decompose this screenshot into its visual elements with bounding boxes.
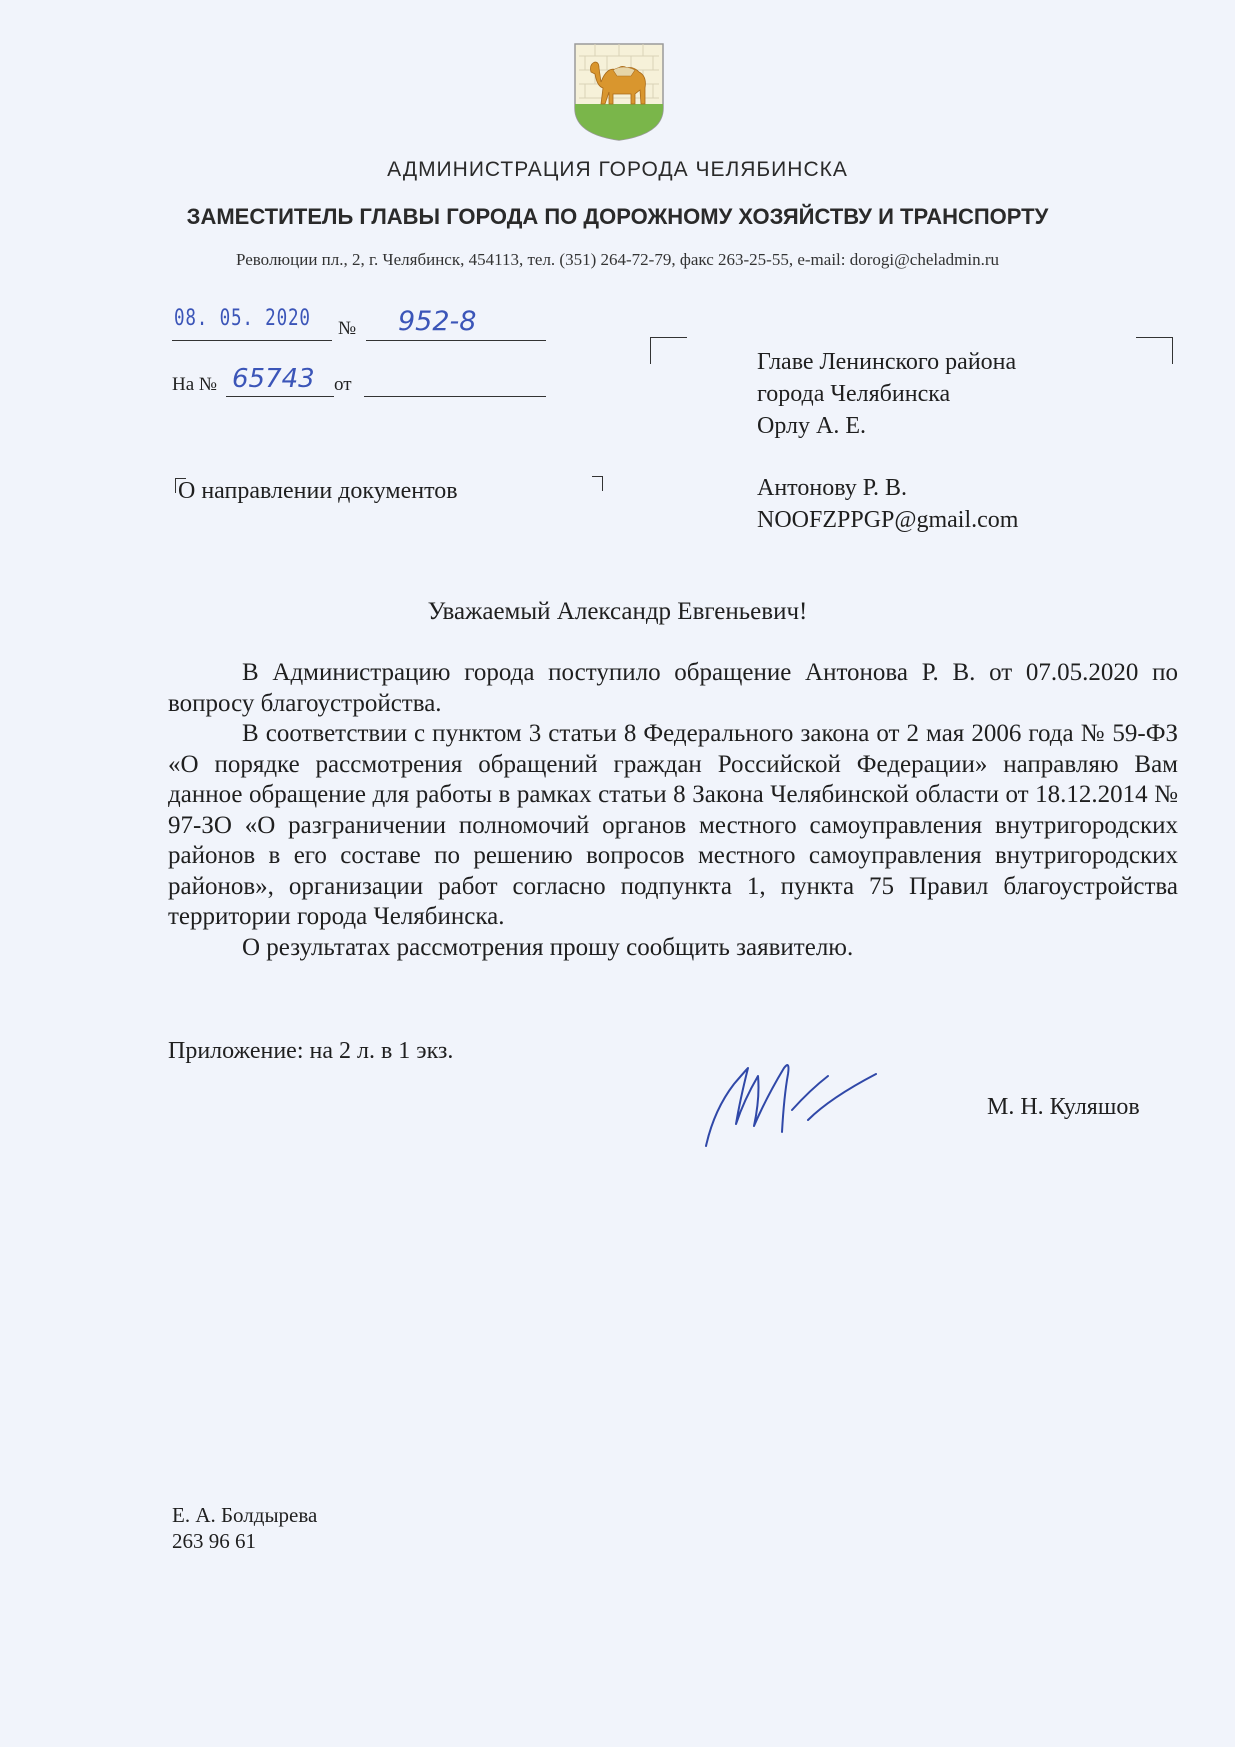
body-paragraph: О результатах рассмотрения прошу сообщить заявителю. xyxy=(242,933,854,961)
greeting: Уважаемый Александр Евгеньевич! xyxy=(427,598,808,625)
letter-body xyxy=(168,658,1178,963)
reference-number: 65743 xyxy=(232,364,315,394)
addressee-corner-right xyxy=(1136,337,1173,364)
addressee-email: NOOFZPPGP@gmail.com xyxy=(757,507,1019,533)
subject-corner-right xyxy=(592,476,603,491)
signer-name: М. Н. Куляшов xyxy=(987,1094,1140,1120)
executor-name: Е. А. Болдырева xyxy=(172,1503,318,1527)
addressee-line: Орлу А. Е. xyxy=(757,413,866,439)
addressee-line: Антонову Р. В. xyxy=(757,475,908,501)
subject-line: О направлении документов xyxy=(178,478,458,504)
organization-name: АДМИНИСТРАЦИЯ ГОРОДА ЧЕЛЯБИНСКА xyxy=(387,158,848,181)
contact-address: Революции пл., 2, г. Челябинск, 454113, тел. (351) 264-72-79, факс 263-25-55, e-mail: dorogi@cheladmin.ru xyxy=(235,250,999,269)
reference-from-label: от xyxy=(334,374,352,395)
date-stamp: 08. 05. 2020 xyxy=(174,306,311,331)
addressee-block xyxy=(757,346,1016,442)
outgoing-number: 952-8 xyxy=(398,306,477,337)
number-label: № xyxy=(338,318,357,339)
body-paragraph: В Администрацию города поступило обращение Антонова Р. В. от 07.05.2020 по вопросу благоустройства. xyxy=(168,659,1178,717)
reference-date-line xyxy=(364,366,546,397)
addressee-corner-left xyxy=(650,337,687,364)
addressee-line: города Челябинска xyxy=(757,381,951,407)
executor-block xyxy=(172,1502,317,1554)
addressee-block-second xyxy=(757,472,1018,536)
executor-phone: 263 96 61 xyxy=(172,1529,256,1553)
chelyabinsk-coat-of-arms-icon xyxy=(573,42,665,142)
body-paragraph: В соответствии с пунктом 3 статьи 8 Федерального закона от 2 мая 2006 года № 59-ФЗ «О порядке рассмотрения обращений граждан Российской Федерации» направляю Вам данное обращение для работы в рамках статьи 8 Закона Челябинской области от 18.12.2014 № 97-ЗО «О разграничении полномочий органов местного самоуправления внутригородских районов в его составе по решению вопросов местного самоуправления внутригородских районов», организации работ согласно подпункта 1, пункта 75 Правил благоустройства территории города Челябинска. xyxy=(168,720,1178,930)
signature-icon xyxy=(700,1040,880,1152)
department-title: ЗАМЕСТИТЕЛЬ ГЛАВЫ ГОРОДА ПО ДОРОЖНОМУ ХОЗЯЙСТВУ И ТРАНСПОРТУ xyxy=(186,204,1049,229)
addressee-line: Главе Ленинского района xyxy=(757,349,1017,375)
attachment-note: Приложение: на 2 л. в 1 экз. xyxy=(168,1038,454,1064)
reference-label: На № xyxy=(172,374,218,395)
